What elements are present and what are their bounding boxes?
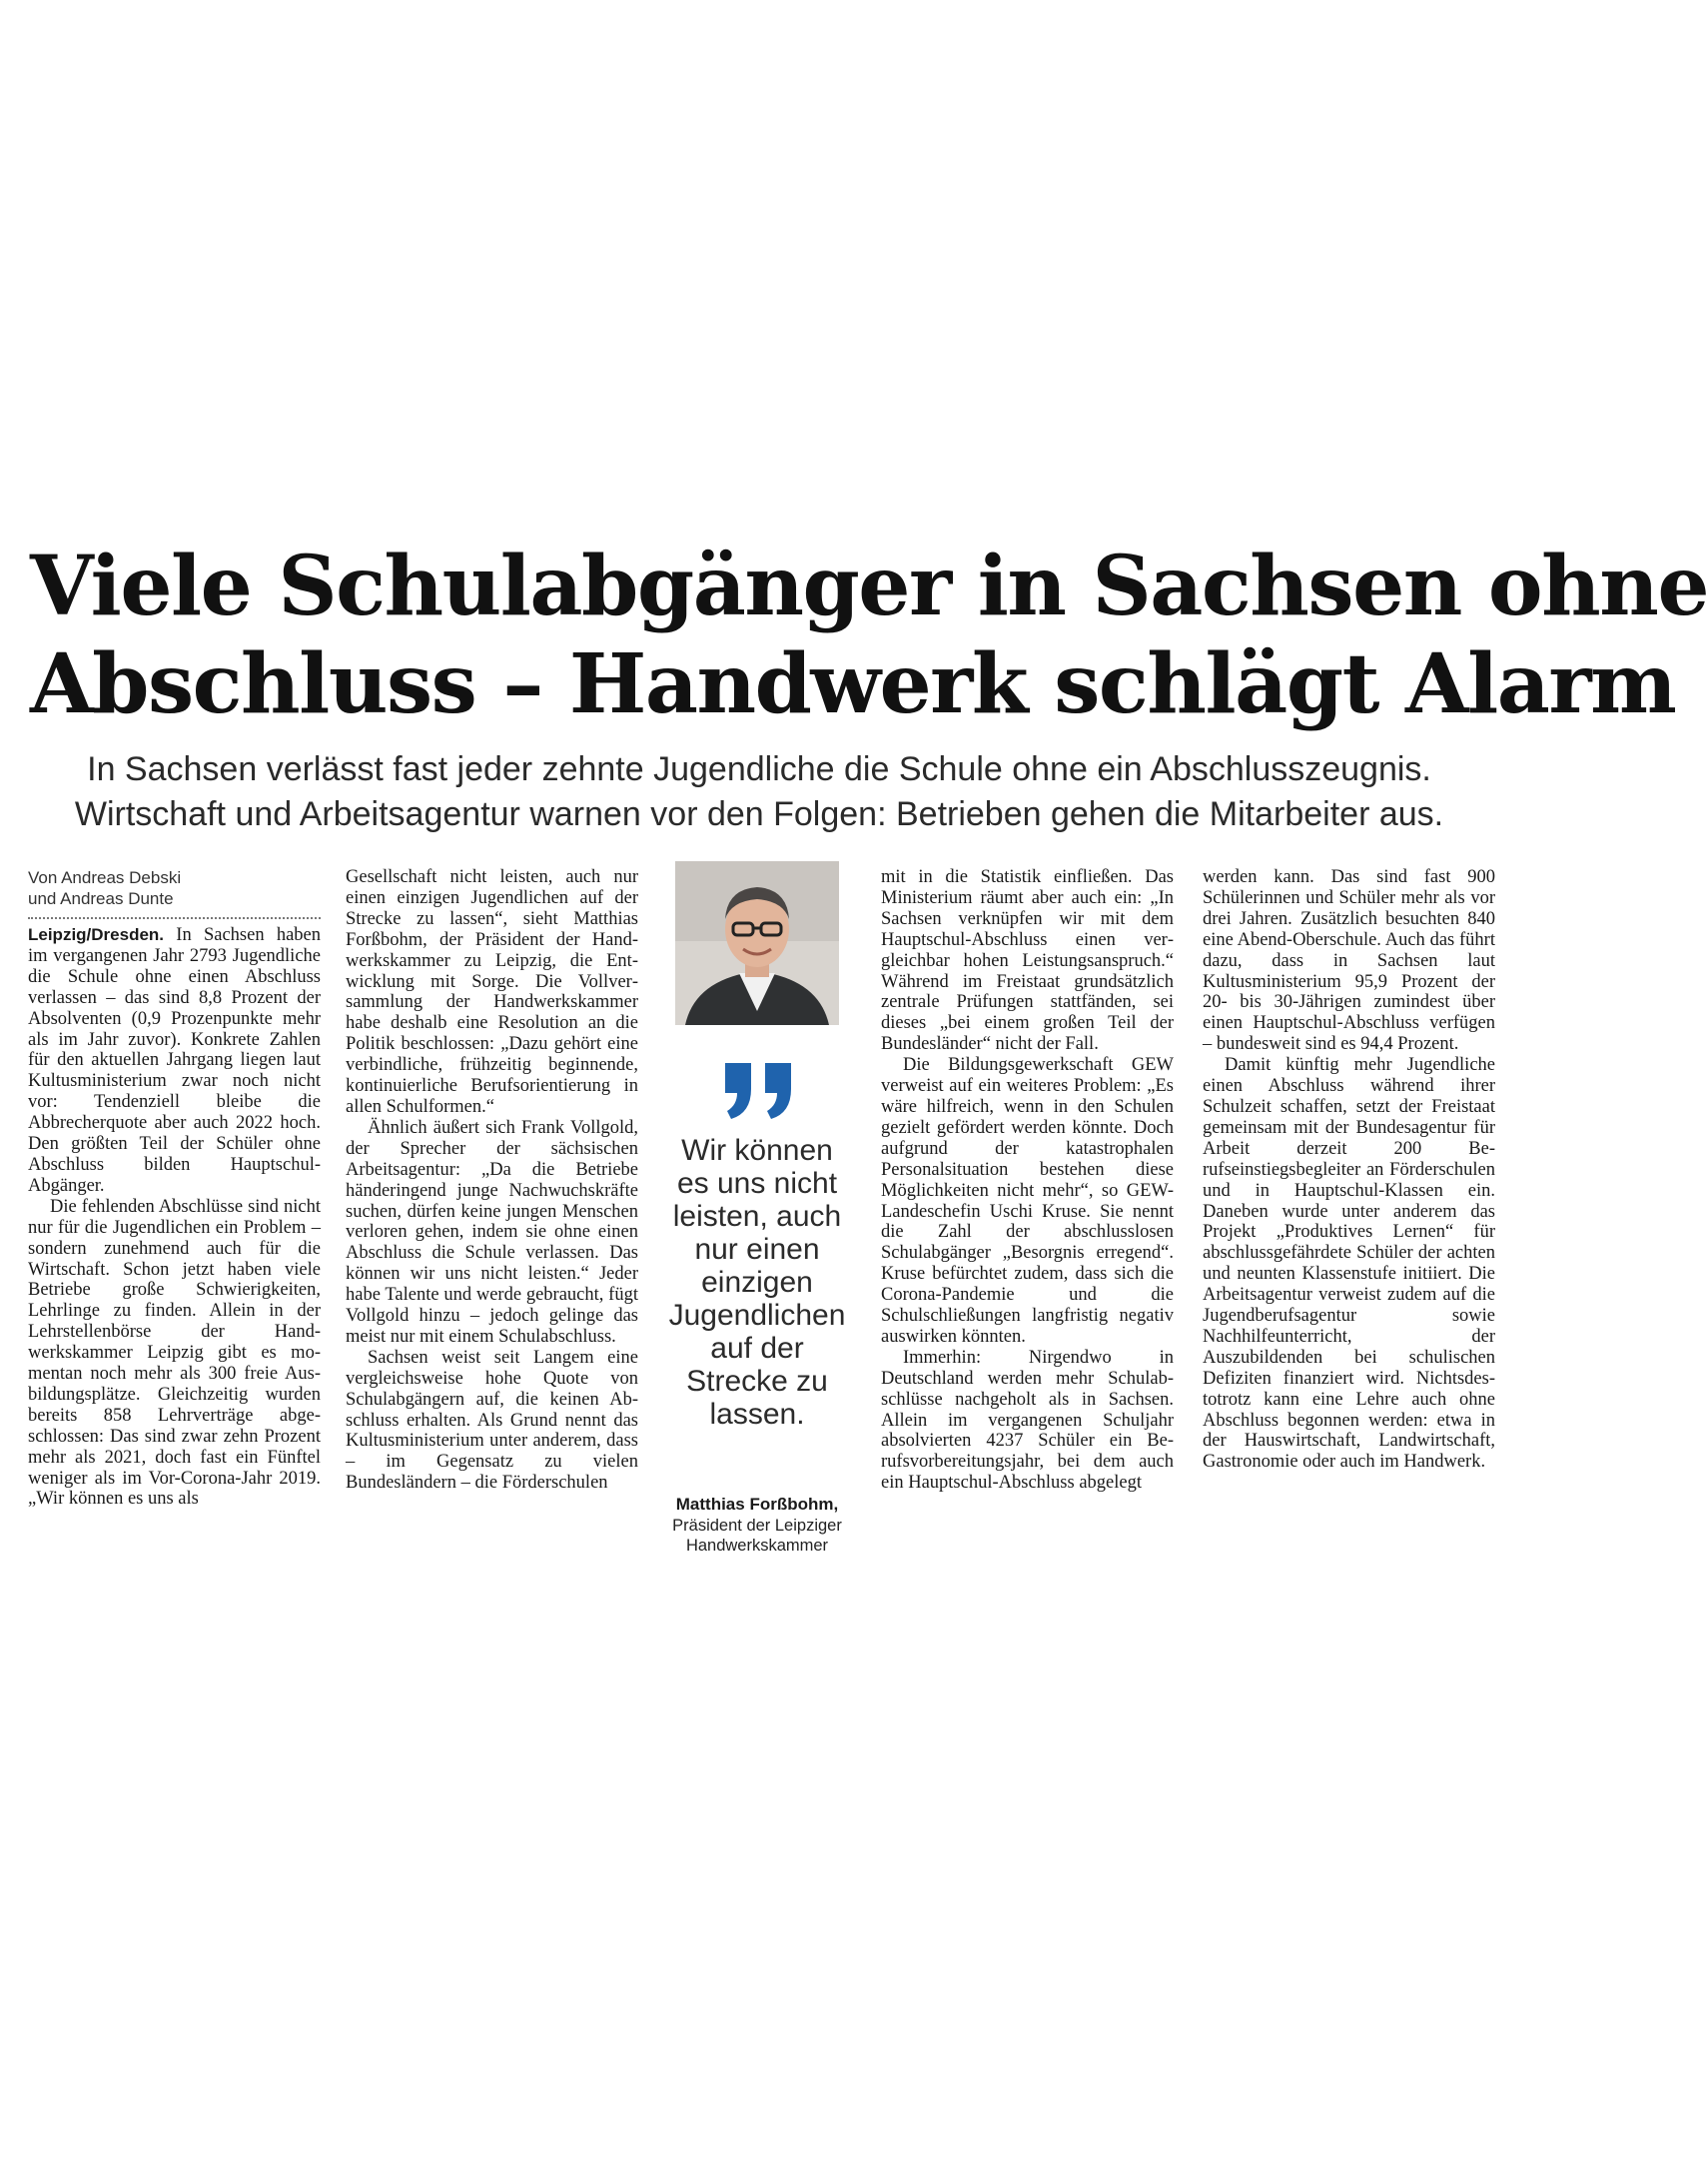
teaser: [30, 747, 1488, 837]
paragraph: mit in die Statistik einfließen. Das Ministerium räumt aber auch ein: „In Sachsen verknüpfen wir mit dem Hauptschul-Abschluss einen vergleichbar hohen Leistungsanspruch.“ Während im Freistaat grundsätzlich zentrale Prüfungen stattfänden, sei dieses „bei einem großen Teil der Bundesländer“ nicht der Fall.: [881, 867, 1174, 1055]
paragraph: Immerhin: Nirgendwo in Deutschland werden mehr Schulabschlüsse nachgeholt als in Sachsen. Allein im vergangenen Schuljahr absolvierten 4237 Schüler ein Berufsvorbereitungsjahr, bei dem auch ein Hauptschul-Abschluss abgelegt: [881, 1347, 1174, 1494]
headline-line-2: Abschluss – Handwerk schlägt Alarm: [30, 636, 1676, 732]
pull-quote-line: es uns nicht: [676, 1167, 838, 1200]
pull-quote-line: lassen.: [709, 1398, 805, 1431]
portrait-photo: [675, 861, 839, 1025]
pull-quote-line: Jugendlichen: [668, 1299, 846, 1332]
teaser-line-1: In Sachsen verlässt fast jeder zehnte Jugendliche die Schule ohne ein Abschlusszeugnis.: [87, 750, 1431, 788]
byline-author-1: Von Andreas Debski: [28, 868, 182, 887]
article-column-5: [1203, 867, 1495, 1473]
quote-role-line: Präsident der Leipziger: [672, 1517, 842, 1535]
paragraph: Die fehlenden Abschlüsse sind nicht nur für die Jugendlichen ein Problem – sondern zunehmend auch für die Wirtschaft. Schon jetzt haben viele Betriebe große Schwierigkeiten, Lehrlinge zu finden. Allein in der Lehrstellenbörse der Handwerkskammer Leipzig gibt es momentan noch mehr als 300 freie Ausbildungsplätze. Gleichzeitig wurden bereits 858 Lehrverträge abgeschlossen: Das sind zwar zehn Prozent mehr als 2021, doch fast ein Fünftel weniger als im Vor-Corona-Jahr 2019. „Wir können es uns als: [28, 1196, 321, 1510]
pull-quote-line: auf der: [710, 1332, 804, 1365]
quote-mark-icon: [721, 1061, 797, 1121]
headline-line-1: Viele Schulabgänger in Sachsen ohne: [30, 539, 1708, 634]
paragraph: Ähnlich äußert sich Frank Vollgold, der Sprecher der sächsischen Arbeitsagentur: „Da die Betriebe händeringend junge Nachwuchskräfte suchen, dürfen keine jungen Menschen verloren gehen, indem sie ohne einen Abschluss die Schule verlassen. Das können wir uns nicht leisten.“ Jeder habe Talente und werde gebraucht, fügt Vollgold hinzu – jedoch gelinge das meist nur mit einem Schulabschluss.: [346, 1117, 638, 1347]
quote-role-line: Handwerkskammer: [685, 1537, 829, 1555]
pull-quote-line: Wir können: [681, 1134, 833, 1167]
paragraph: Die Bildungsgewerkschaft GEW verweist auf ein weiteres Problem: „Es wäre hilfreich, wenn in den Schulen gezielt gefördert werden könnte. Doch aufgrund der katastrophalen Personalsituation bestehen diese Möglichkeiten nicht mehr“, so GEW-Landeschefin Uschi Kruse. Sie nennt die Zahl der abschlusslosen Schulabgänger „Besorgnis erregend“. Kruse befürchtet zudem, dass sich die Corona-Pandemie und die Schulschließungen langfristig negativ auswirken könnten.: [881, 1055, 1174, 1347]
quote-author: Matthias Forßbohm,: [675, 1495, 839, 1514]
quote-author-role: [639, 1516, 875, 1556]
lead-paragraph: [28, 925, 321, 1197]
article-column-4: [881, 867, 1174, 1494]
pull-quote-line: leisten, auch: [672, 1200, 842, 1233]
teaser-line-2: Wirtschaft und Arbeitsagentur warnen vor den Folgen: Betrieben gehen die Mitarbeiter aus.: [74, 795, 1444, 833]
dateline: Leipzig/Dresden.: [28, 925, 165, 944]
paragraph: werden kann. Das sind fast 900 Schülerinnen und Schüler mehr als vor drei Jahren. Zusätzlich besuchten 840 eine Abend-Oberschule. Auch das führt dazu, dass in Sachsen laut Kultusministerium 95,9 Prozent der 20- bis 30-Jährigen zumindest über einen Hauptschul-Abschluss verfügen – bundesweit sind es 94,4 Prozent.: [1203, 867, 1495, 1055]
paragraph: Sachsen weist seit Langem eine vergleichsweise hohe Quote von Schulabgängern auf, die keinen Abschluss erhalten. Als Grund nennt das Kultusministerium unter anderem, dass – im Gegensatz zu vielen Bundesländern – die Förderschulen: [346, 1347, 638, 1494]
paragraph: Gesellschaft nicht leisten, auch nur einen einzigen Jugendlichen auf der Strecke zu lassen“, sieht Matthias Forßbohm, der Präsident der Handwerkskammer zu Leipzig, die Entwicklung mit Sorge. Die Vollversammlung der Handwerkskammer habe deshalb eine Resolution an die Politik beschlossen: „Dazu gehört eine verbindliche, frühzeitig beginnende, kontinuierliche Berufsorientierung in allen Schulformen.“: [346, 867, 638, 1117]
pull-quote: [655, 1134, 859, 1431]
pull-quote-line: Strecke zu: [686, 1365, 828, 1398]
lead-text: In Sachsen haben im vergangenen Jahr 2793 Jugendliche die Schule ohne einen Abschluss verlassen – das sind 8,8 Prozent der Absolventen (0,9 Prozenpunkte mehr als im Jahr zuvor). Konkrete Zahlen für den aktuellen Jahrgang liegen laut Kultusministerium zwar noch nicht vor: Tendenziell bleibe die Abbrecherquote aber auch 2022 hoch. Den größten Teil der Schüler ohne Abschluss bilden Hauptschul-Abgänger.: [28, 925, 321, 1196]
byline-author-2: und Andreas Dunte: [28, 889, 174, 908]
pull-quote-line: nur einen: [694, 1233, 820, 1266]
byline: [28, 867, 321, 919]
headline: [30, 538, 1708, 733]
article-column-1: [28, 867, 321, 1510]
pull-quote-line: einzigen: [701, 1266, 813, 1299]
paragraph: Damit künftig mehr Jugendliche einen Abschluss während ihrer Schulzeit schaffen, setzt der Freistaat gemeinsam mit der Bundesagentur für Arbeit derzeit 200 Berufseinstiegsbegleiter an Förderschulen und in Hauptschul-Klassen ein. Daneben wurde unter anderem das Projekt „Produktives Lernen“ für abschlussgefährdete Schüler der achten und neunten Klassenstufe initiiert. Die Arbeitsagentur verweist zudem auf die Jugendberufsagentur sowie Nachhilfeunterricht, der Auszubildenden bei schulischen Defiziten finanziert wird. Nichtsdestotrotz kann eine Lehre auch ohne Abschluss begonnen werden: etwa in der Hauswirtschaft, Landwirtschaft, Gastronomie oder auch im Handwerk.: [1203, 1055, 1495, 1473]
article-column-2: [346, 867, 638, 1494]
